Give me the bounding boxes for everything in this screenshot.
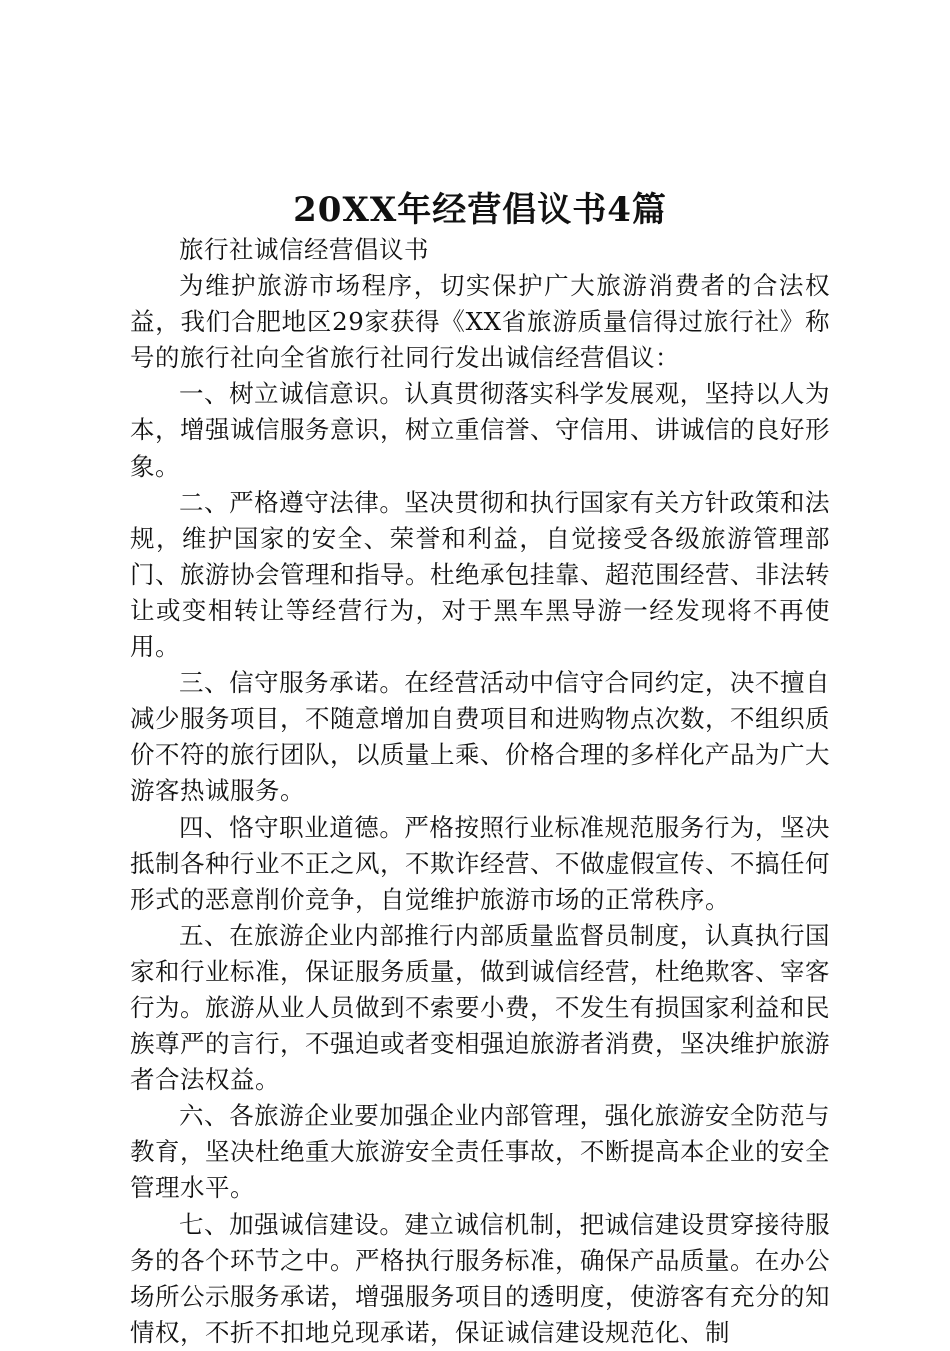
- paragraph-item-4: 四、恪守职业道德。严格按照行业标准规范服务行为，坚决抵制各种行业不正之风，不欺诈经营、不做虚假宣传、不搞任何形式的恶意削价竞争，自觉维护旅游市场的正常秩序。: [130, 812, 830, 914]
- paragraph-item-3: 三、信守服务承诺。在经营活动中信守合同约定，决不擅自减少服务项目，不随意增加自费项目和进购物点次数，不组织质价不符的旅行团队，以质量上乘、价格合理的多样化产品为广大游客热诚服务。: [130, 668, 830, 806]
- document-body: [130, 232, 830, 1351]
- paragraph-item-7: 七、加强诚信建设。建立诚信机制，把诚信建设贯穿接待服务的各个环节之中。严格执行服务标准，确保产品质量。在办公场所公示服务承诺，增强服务项目的透明度，使游客有充分的知情权，不折不扣地兑现承诺，保证诚信建设规范化、制: [130, 1209, 830, 1347]
- paragraph-item-6: 六、各旅游企业要加强企业内部管理，强化旅游安全防范与教育，坚决杜绝重大旅游安全责任事故，不断提高本企业的安全管理水平。: [130, 1101, 830, 1203]
- paragraph-intro: 为维护旅游市场程序，切实保护广大旅游消费者的合法权益，我们合肥地区29家获得《XX省旅游质量信得过旅行社》称号的旅行社向全省旅行社同行发出诚信经营倡议：: [130, 271, 830, 373]
- document-title: 20XX年经营倡议书4篇: [293, 190, 667, 230]
- paragraph-item-1: 一、树立诚信意识。认真贯彻落实科学发展观，坚持以人为本，增强诚信服务意识，树立重信誉、守信用、讲诚信的良好形象。: [130, 379, 830, 481]
- paragraph-item-2: 二、严格遵守法律。坚决贯彻和执行国家有关方针政策和法规，维护国家的安全、荣誉和利益，自觉接受各级旅游管理部门、旅游协会管理和指导。杜绝承包挂靠、超范围经营、非法转让或变相转让等经营行为，对于黑车黑导游一经发现将不再使用。: [130, 487, 830, 662]
- paragraph-item-5: 五、在旅游企业内部推行内部质量监督员制度，认真执行国家和行业标准，保证服务质量，做到诚信经营，杜绝欺客、宰客行为。旅游从业人员做到不索要小费，不发生有损国家利益和民族尊严的言行，不强迫或者变相强迫旅游者消费，坚决维护旅游者合法权益。: [130, 920, 830, 1095]
- paragraph-heading: 旅行社诚信经营倡议书: [179, 235, 429, 264]
